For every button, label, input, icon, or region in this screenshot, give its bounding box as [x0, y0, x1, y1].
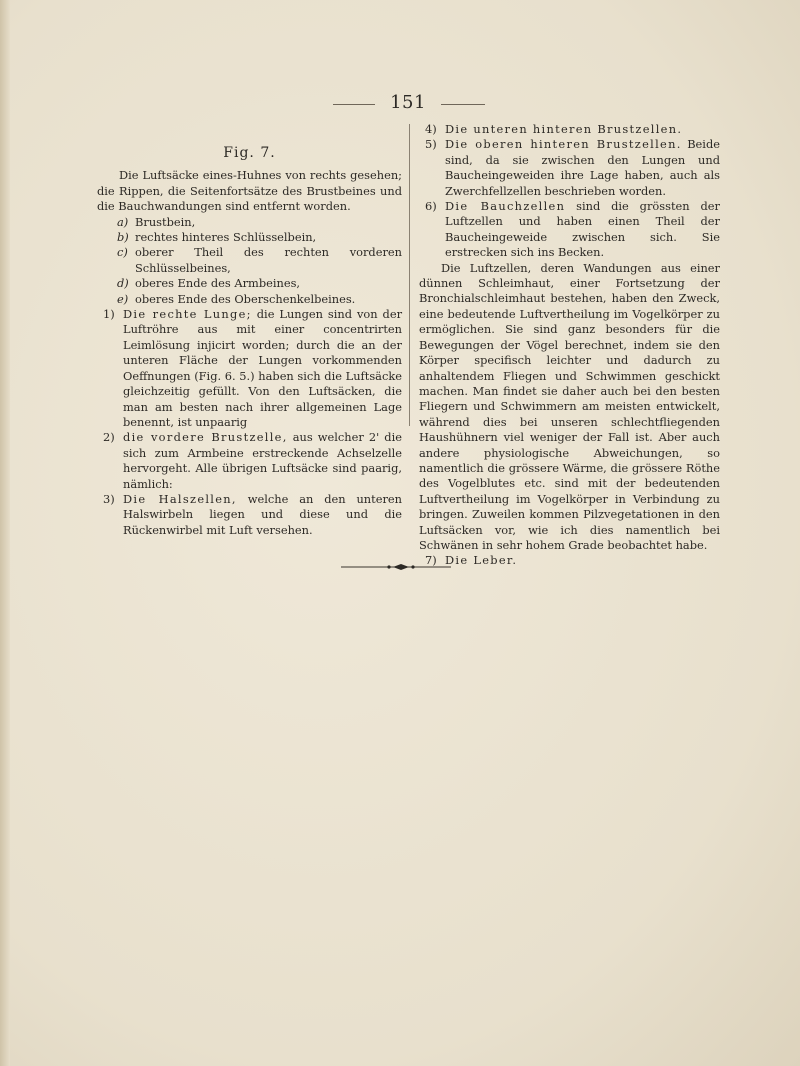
figure-title: Fig. 7. [223, 145, 276, 161]
legend-item-e: e) oberes Ende des Oberschenkelbeines. [117, 291, 356, 306]
legend-item-c: c) oberer Theil des rechten vorderen Schlüsselbeines, [117, 245, 402, 275]
legend-item-7: 7) Die Leber. [425, 553, 518, 568]
header-rule-right [441, 104, 485, 105]
legend-item-6: 6) Die Bauchzellen sind die grössten der Luftzellen und haben einen Theil der Baucheingeweide zwischen sich. Sie erstrecken sich ins Becken. [425, 199, 720, 260]
page-number: 151 [390, 92, 426, 113]
legend-item-3: 3) Die Halszellen, welche an den unteren Halswirbeln liegen und diese und die Rückenwirbel mit Luft versehen. [103, 491, 402, 537]
legend-item-a: a) Brustbein, [117, 214, 196, 229]
legend-item-d: d) oberes Ende des Armbeines, [117, 276, 301, 291]
legend-item-5: 5) Die oberen hinteren Brustzellen. Beide sind, da sie zwischen den Lungen und Baucheingeweiden ihre Lage haben, auch als Zwerchfellzellen beschrieben worden. [425, 137, 720, 198]
column-divider [409, 124, 410, 426]
legend-item-b: b) rechtes hinteres Schlüsselbein, [117, 230, 317, 245]
body-paragraph: Die Luftzellen, deren Wandungen aus einer dünnen Schleimhaut, einer Fortsetzung der Bronchialschleimhaut bestehen, haben den Zweck, eine bedeutende Luftvertheilung im Vogelkörper zu ermöglichen. Sie sind ganz besonders für die Bewegungen der Vögel berechnet, indem sie den Körper specifisch leichter und dadurch zu anhaltendem Fliegen und Schwimmen geschickt machen. Man findet sie daher auch bei den besten Fliegern und Schwimmern am meisten entwickelt, während dies bei unseren schlechtfliegenden Haushühnern viel weniger der Fall ist. Aber auch andere physiologische Abweichungen, so namentlich die grössere Wärme, die grössere Röthe des Vogelblutes etc. sind mit der bedeutenden Luftvertheilung im Vogelkörper in Verbindung zu bringen. Zuweilen kommen Pilzvegetationen in den Luftsäcken vor, wie ich dies namentlich bei Schwänen in sehr hohem Grade beobachtet habe. [419, 260, 720, 552]
legend-item-2: 2) die vordere Brustzelle, aus welcher 2' die sich zum Armbeine erstreckende Achselzelle hervorgeht. Alle übrigen Luftsäcke sind paarig, nämlich: [103, 430, 402, 491]
figure-caption: Die Luftsäcke eines-Huhnes von rechts gesehen; die Rippen, die Seitenfortsätze des Brustbeines und die Bauchwandungen sind entfernt worden. [97, 168, 402, 214]
left-column [97, 146, 402, 538]
page-header [0, 92, 800, 116]
page-edge [0, 0, 10, 1066]
legend-item-1: 1) Die rechte Lunge; die Lungen sind von der Luftröhre aus mit einer concentrirten Leimlösung injicirt worden; durch die an der unteren Fläche der Lungen vorkommenden Oeffnungen (Fig. 6. 5.) haben sich die Luftsäcke gleichzeitig gefüllt. Von den Luftsäcken, die man am besten nach ihrer allgemeinen Lage benennt, ist unpaarig [103, 307, 403, 429]
header-rule-left [333, 104, 375, 105]
end-ornament [341, 562, 451, 572]
legend-item-4: 4) Die unteren hinteren Brustzellen. [425, 122, 683, 136]
right-column [419, 122, 720, 569]
